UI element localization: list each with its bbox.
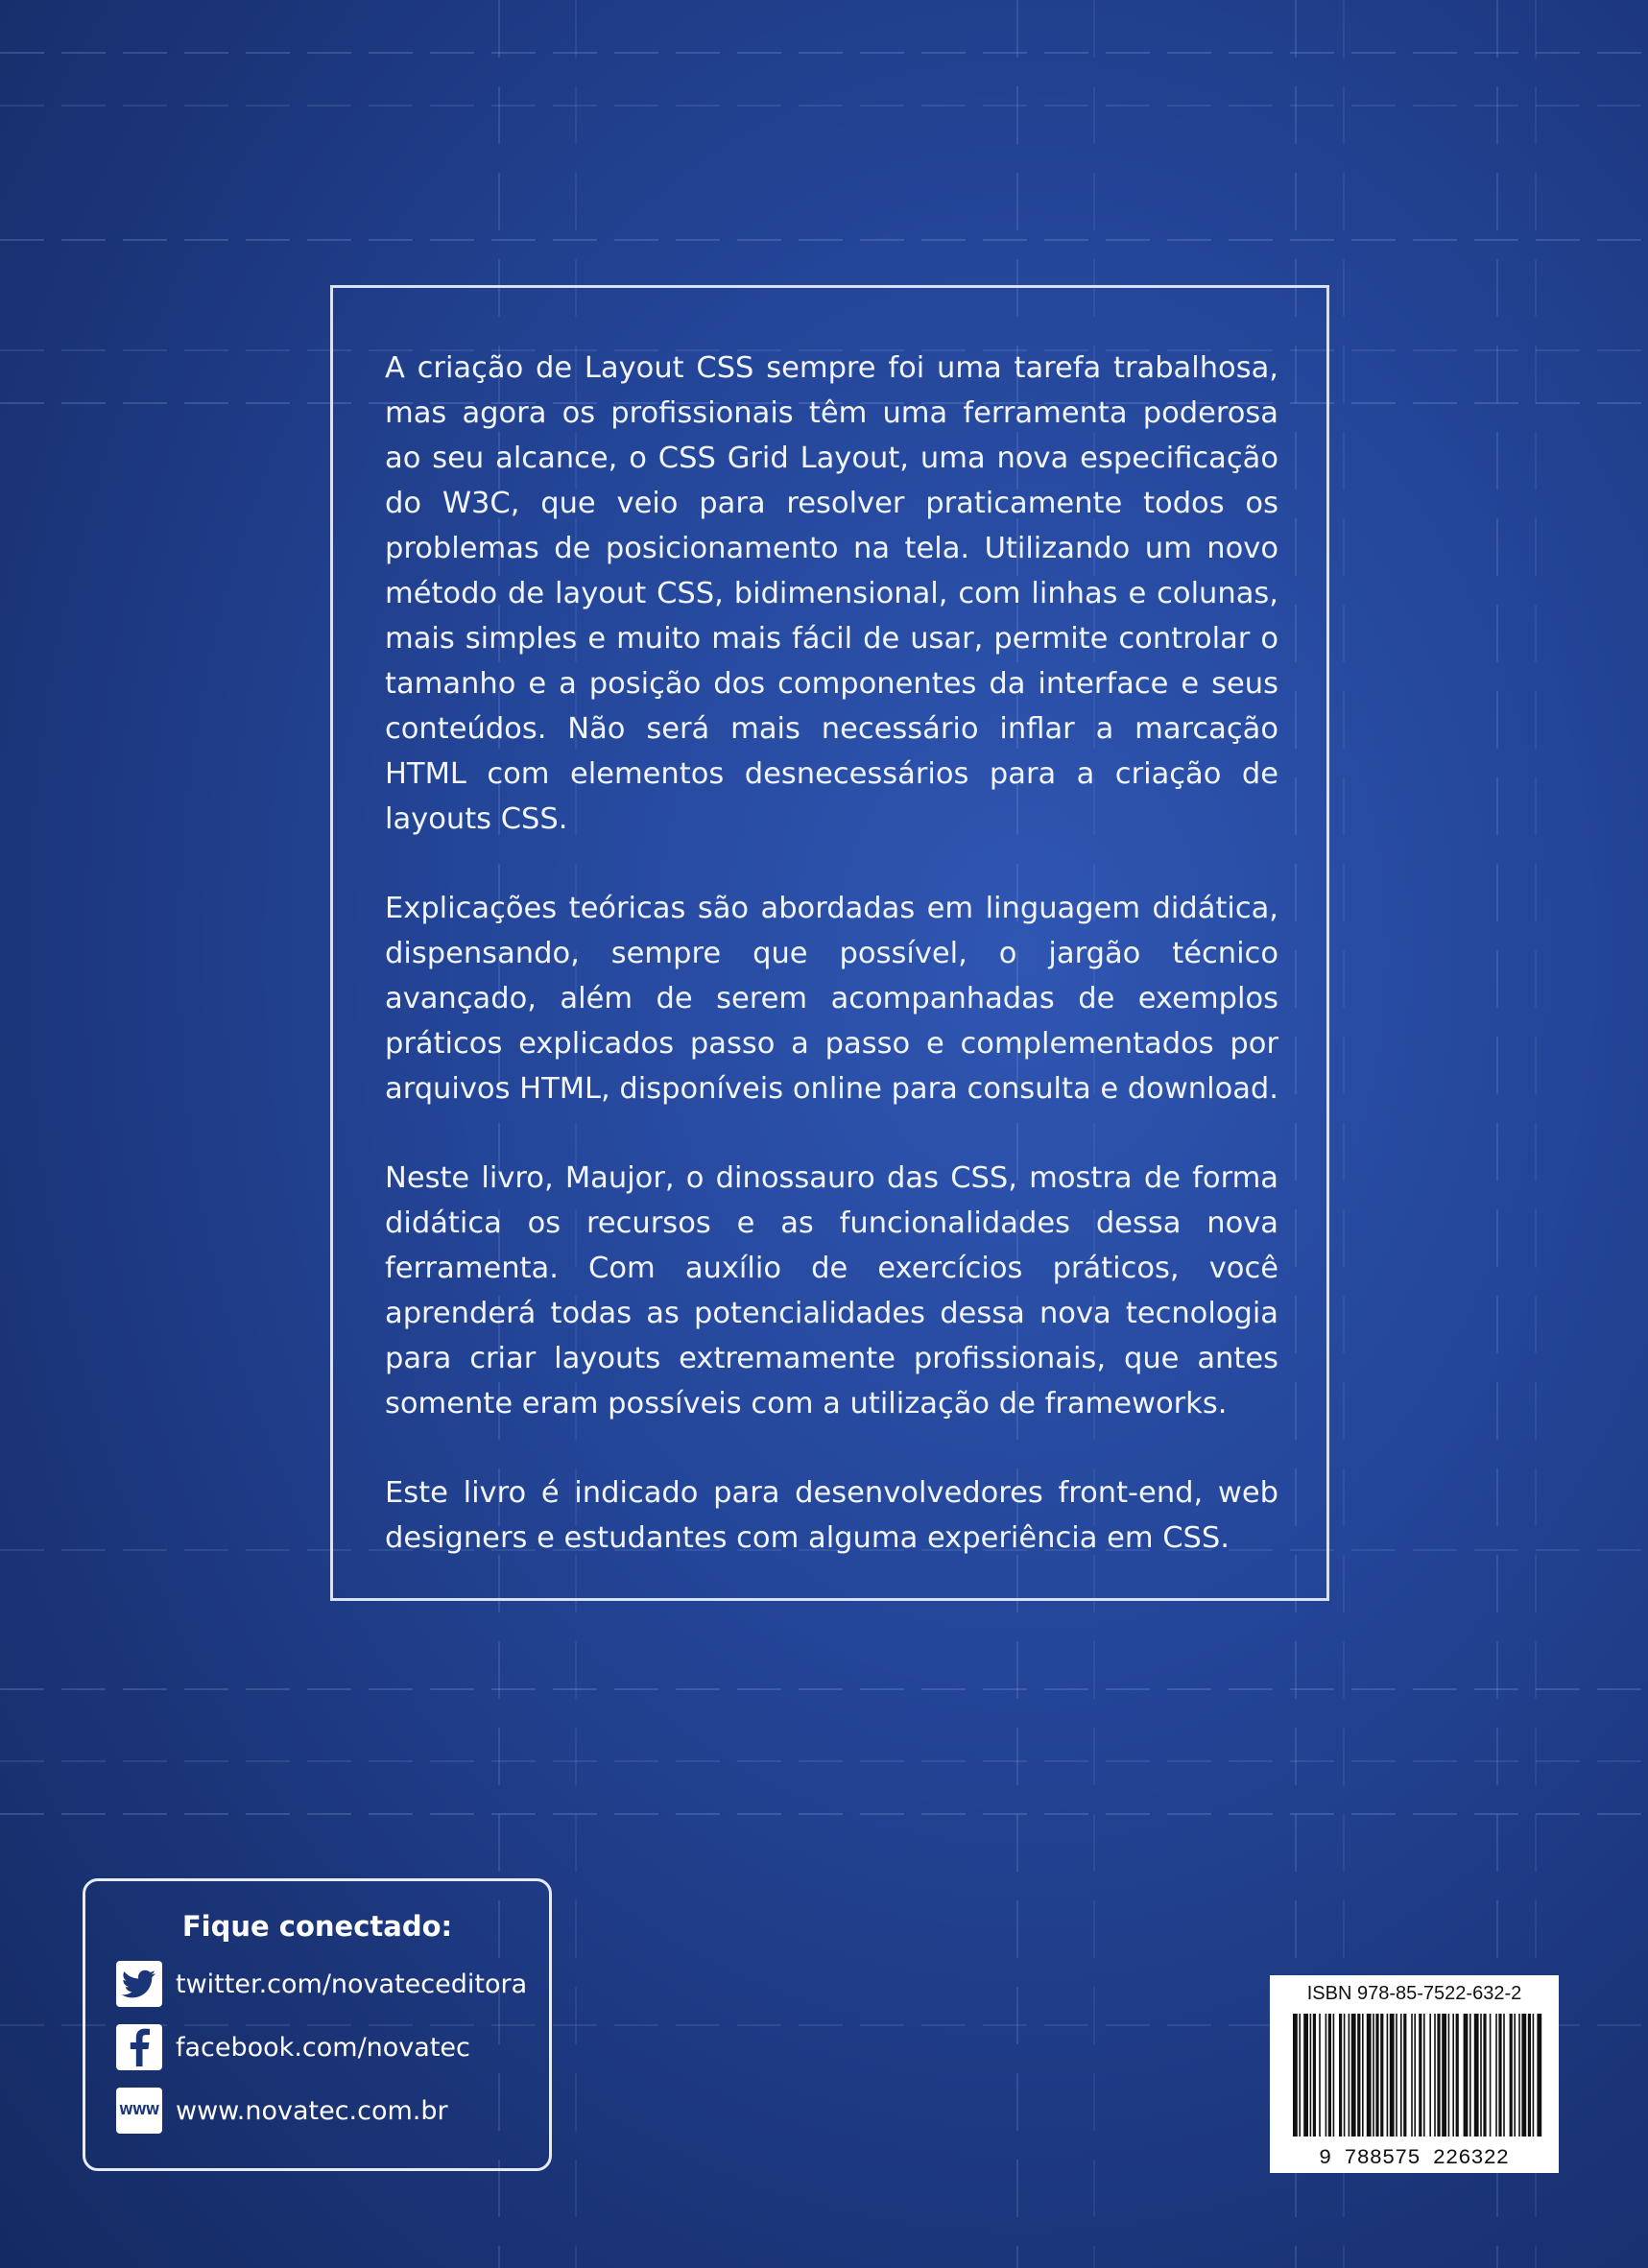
barcode-bar — [1448, 2014, 1450, 2137]
isbn-label: ISBN 978-85-7522-632-2 — [1306, 1983, 1522, 2004]
description-box — [330, 285, 1329, 1601]
barcode-bar — [1510, 2014, 1513, 2137]
isbn-barcode — [1270, 1975, 1559, 2173]
twitter-link-text: twitter.com/novateceditora — [176, 1969, 528, 1999]
barcode-bar — [1521, 2014, 1526, 2137]
barcode-bar — [1313, 2014, 1316, 2137]
barcode-bar — [1303, 2014, 1308, 2137]
barcode-bars — [1270, 1975, 1559, 2173]
barcode-bar — [1362, 2014, 1364, 2137]
barcode-bar — [1344, 2014, 1346, 2137]
barcode-bar — [1339, 2014, 1342, 2137]
barcode-bar — [1480, 2014, 1482, 2137]
barcode-bar — [1400, 2014, 1402, 2137]
barcode-bar — [1357, 2014, 1360, 2137]
barcode-bar — [1528, 2014, 1531, 2137]
barcode-bar — [1537, 2014, 1541, 2137]
barcode-bar — [1411, 2014, 1413, 2137]
social-links-title: Fique conectado: — [181, 1910, 453, 1943]
barcode-bar — [1514, 2014, 1516, 2137]
website-link[interactable] — [116, 2087, 448, 2135]
www-icon — [116, 2088, 162, 2134]
barcode-bar — [1456, 2014, 1459, 2137]
barcode-bar — [1498, 2014, 1501, 2137]
barcode-bar — [1469, 2014, 1471, 2137]
facebook-link-text: facebook.com/novatec — [176, 2032, 470, 2063]
barcode-bar — [1387, 2014, 1389, 2137]
barcode-bar — [1349, 2014, 1350, 2137]
barcode-bar — [1533, 2014, 1535, 2137]
barcode-bar — [1333, 2014, 1335, 2137]
twitter-icon — [116, 1961, 162, 2007]
barcode-bar — [1429, 2014, 1431, 2137]
barcode-bar — [1434, 2014, 1436, 2137]
barcode-bar — [1452, 2014, 1454, 2137]
description-paragraph-4: Este livro é indicado para desenvolvedores front-end, web designers e estudantes com alguma experiência em CSS. — [385, 1476, 1278, 1555]
description-paragraph-2: Explicações teóricas são abordadas em linguagem didática, dispensando, sempre que possível, o jargão técnico avançado, além de serem acompanhadas de exemplos práticos explicados passo a passo e complementados por arquivos HTML, disponíveis online para consulta e download. — [385, 892, 1278, 1106]
barcode-bar — [1495, 2014, 1497, 2137]
barcode-bar — [1380, 2014, 1383, 2137]
website-link-text: www.novatec.com.br — [176, 2095, 448, 2126]
barcode-bar — [1375, 2014, 1378, 2137]
barcode-bar — [1423, 2014, 1425, 2137]
barcode-bar — [1442, 2014, 1446, 2137]
barcode-bar — [1483, 2014, 1486, 2137]
barcode-bar — [1367, 2014, 1372, 2137]
facebook-link[interactable] — [116, 2023, 470, 2071]
facebook-icon — [116, 2024, 162, 2070]
barcode-bar — [1328, 2014, 1331, 2137]
barcode-bar — [1414, 2014, 1416, 2137]
barcode-bar — [1403, 2014, 1406, 2137]
barcode-digits: 9 788575 226322 — [1318, 2146, 1510, 2170]
barcode-bar — [1293, 2014, 1298, 2137]
barcode-bar — [1326, 2014, 1327, 2137]
barcode-bar — [1419, 2014, 1421, 2137]
description-paragraph-3: Neste livro, Maujor, o dinossauro das CSS, mostra de forma didática os recursos e as funcionalidades dessa nova ferramenta. Com auxílio de exercícios práticos, você aprenderá todas as potencialidades dessa nova tecnologia para criar layouts extremamente profissionais, que antes somente eram possíveis com a utilização de frameworks. — [385, 1161, 1278, 1420]
social-links-box — [83, 1878, 552, 2171]
barcode-bar — [1396, 2014, 1397, 2137]
barcode-bar — [1373, 2014, 1374, 2137]
barcode-bar — [1351, 2014, 1356, 2137]
www-icon-text: WWW — [119, 2103, 159, 2118]
barcode-bar — [1518, 2014, 1520, 2137]
barcode-bar — [1464, 2014, 1469, 2137]
description-paragraph-1: A criação de Layout CSS sempre foi uma tarefa trabalhosa, mas agora os profissionais têm uma ferramenta poderosa ao seu alcance, o CSS Grid Layout, uma nova especificação do W3C, que veio para resolver praticamente todos os problemas de posicionamento na tela. Utilizando um novo método de layout CSS, bidimensional, com linhas e colunas, mais simples e muito mais fácil de usar, permite controlar o tamanho e a posição dos componentes da interface e seus conteúdos. Não será mais necessário inflar a marcação HTML com elementos desnecessários para a criação de layouts CSS. — [385, 351, 1278, 836]
barcode-bar — [1503, 2014, 1505, 2137]
barcode-bar — [1474, 2014, 1479, 2137]
barcode-bar — [1437, 2014, 1440, 2137]
barcode-bar — [1299, 2014, 1301, 2137]
barcode-bar — [1319, 2014, 1321, 2137]
twitter-link[interactable] — [116, 1960, 527, 2008]
barcode-bar — [1390, 2014, 1395, 2137]
barcode-bar — [1490, 2014, 1492, 2137]
barcode-bar — [1310, 2014, 1312, 2137]
